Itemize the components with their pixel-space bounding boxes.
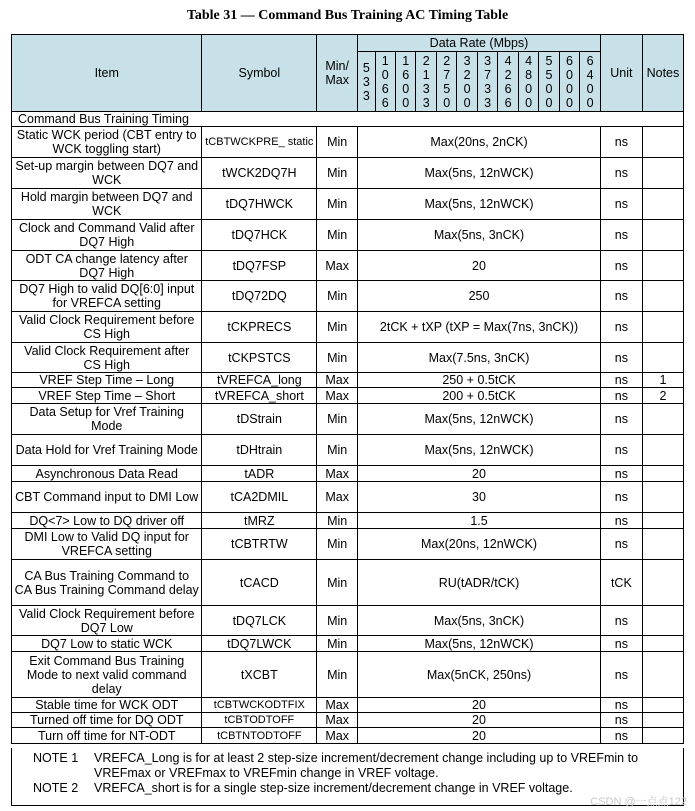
unit-cell: ns	[600, 189, 642, 220]
rate-digit: 0	[566, 67, 573, 82]
minmax-cell: Max	[317, 482, 358, 513]
table-row	[12, 220, 684, 251]
rate-digit: 3	[422, 81, 430, 96]
rate-digit: 5	[362, 60, 370, 75]
unit-cell: tCK	[600, 560, 642, 606]
unit-cell: ns	[600, 404, 642, 435]
rate-digit: 6	[504, 81, 512, 96]
symbol-cell: tCBTODTOFF	[202, 713, 317, 728]
rate-digit: 0	[525, 81, 533, 96]
symbol-cell: tCA2DMIL	[202, 482, 317, 513]
item-cell: DQ7 High to valid DQ[6:0] input for VREFCA setting	[12, 281, 202, 312]
item-cell: Valid Clock Requirement before CS High	[12, 312, 202, 343]
minmax-cell: Min	[317, 281, 358, 312]
header-minmax: Min/ Max	[317, 35, 358, 112]
section-heading: Command Bus Training Timing	[12, 112, 684, 127]
symbol-cell: tDHtrain	[202, 435, 317, 466]
header-item: Item	[12, 35, 202, 112]
note-cell	[642, 728, 683, 744]
rate-digit: 0	[402, 95, 410, 110]
item-cell: Valid Clock Requirement before DQ7 Low	[12, 606, 202, 636]
minmax-cell: Min	[317, 220, 358, 251]
symbol-cell: tDQ7HWCK	[202, 189, 317, 220]
symbol-cell: tCBTWCKPRE_ static	[202, 127, 317, 158]
value-cell: Max(5ns, 12nWCK)	[358, 435, 601, 466]
data-rate-column-header	[539, 52, 559, 112]
item-cell: Clock and Command Valid after DQ7 High	[12, 220, 202, 251]
note-cell: 1	[642, 373, 683, 388]
table-row	[12, 713, 684, 728]
note-cell	[642, 312, 683, 343]
note-cell: 2	[642, 388, 683, 404]
data-rate-column-header	[498, 52, 518, 112]
rate-digit: 6	[504, 95, 512, 110]
symbol-cell: tWCK2DQ7H	[202, 158, 317, 189]
item-cell: Valid Clock Requirement after CS High	[12, 343, 202, 373]
minmax-cell: Max	[317, 728, 358, 744]
unit-cell: ns	[600, 529, 642, 560]
rate-digit: 1	[381, 53, 389, 68]
unit-cell: ns	[600, 343, 642, 373]
header-unit: Unit	[600, 35, 642, 112]
item-cell: VREF Step Time – Short	[12, 388, 202, 404]
unit-cell: ns	[600, 713, 642, 728]
value-cell: 20	[358, 251, 601, 281]
table-row	[12, 513, 684, 529]
table-row	[12, 388, 684, 404]
table-row	[12, 312, 684, 343]
value-cell: 30	[358, 482, 601, 513]
table-row	[12, 652, 684, 698]
value-cell: Max(5nCK, 250ns)	[358, 652, 601, 698]
value-cell: 250 + 0.5tCK	[358, 373, 601, 388]
table-row	[12, 435, 684, 466]
header-symbol: Symbol	[202, 35, 317, 112]
value-cell: Max(5ns, 3nCK)	[358, 220, 601, 251]
symbol-cell: tDStrain	[202, 404, 317, 435]
rate-digit: 4	[525, 53, 533, 68]
table-row	[12, 698, 684, 713]
minmax-cell: Max	[317, 466, 358, 482]
minmax-cell: Min	[317, 513, 358, 529]
rate-digit: 0	[463, 95, 471, 110]
symbol-cell: tDQ7FSP	[202, 251, 317, 281]
value-cell: Max(5ns, 12nWCK)	[358, 404, 601, 435]
note-cell	[642, 636, 683, 652]
data-rate-column-header	[559, 52, 579, 112]
unit-cell: ns	[600, 435, 642, 466]
rate-digit: 5	[545, 53, 553, 68]
minmax-cell: Max	[317, 388, 358, 404]
note-cell	[642, 158, 683, 189]
note-cell	[642, 713, 683, 728]
value-cell: Max(5ns, 12nWCK)	[358, 158, 601, 189]
unit-cell: ns	[600, 251, 642, 281]
rate-digit: 0	[545, 81, 553, 96]
note-cell	[642, 513, 683, 529]
value-cell: Max(5ns, 3nCK)	[358, 606, 601, 636]
symbol-cell: tDQ7HCK	[202, 220, 317, 251]
note-label: NOTE 2	[33, 781, 79, 795]
data-rate-column-header	[416, 52, 436, 112]
rate-digit: 0	[566, 95, 573, 110]
rate-digit: 2	[443, 53, 451, 68]
minmax-cell: Min	[317, 404, 358, 435]
data-rate-column-header	[375, 52, 395, 112]
note-text: VREFCA_short is for a single step-size increment/decrement change in VREF voltage.	[94, 781, 573, 795]
rate-digit: 4	[586, 67, 594, 82]
rate-digit: 0	[566, 81, 573, 96]
value-cell: 20	[358, 713, 601, 728]
timing-table	[11, 34, 684, 744]
rate-digit: 8	[525, 67, 533, 82]
notes-block	[11, 748, 684, 806]
unit-cell: ns	[600, 281, 642, 312]
note-2	[12, 781, 683, 796]
rate-digit: 3	[362, 88, 370, 103]
unit-cell: ns	[600, 698, 642, 713]
rate-digit: 6	[381, 81, 389, 96]
table-row	[12, 404, 684, 435]
rate-digit: 3	[484, 95, 492, 110]
header-notes: Notes	[642, 35, 683, 112]
item-cell: Static WCK period (CBT entry to WCK toggling start)	[12, 127, 202, 158]
rate-digit: 3	[463, 53, 471, 68]
note-cell	[642, 435, 683, 466]
value-cell: 250	[358, 281, 601, 312]
note-cell	[642, 343, 683, 373]
symbol-cell: tDQ7LWCK	[202, 636, 317, 652]
table-row	[12, 466, 684, 482]
item-cell: VREF Step Time – Long	[12, 373, 202, 388]
rate-digit: 6	[402, 67, 410, 82]
value-cell: Max(7.5ns, 3nCK)	[358, 343, 601, 373]
data-rate-column-header	[436, 52, 456, 112]
note-cell	[642, 698, 683, 713]
value-cell: Max(5ns, 12nWCK)	[358, 189, 601, 220]
minmax-cell: Min	[317, 127, 358, 158]
rate-digit: 1	[402, 53, 410, 68]
watermark: CSDN @一点点122	[590, 796, 687, 808]
table-row	[12, 158, 684, 189]
note-cell	[642, 560, 683, 606]
note-cell	[642, 220, 683, 251]
rate-digit: 1	[422, 67, 430, 82]
note-cell	[642, 251, 683, 281]
minmax-cell: Min	[317, 343, 358, 373]
value-cell: 2tCK + tXP (tXP = Max(7ns, 3nCK))	[358, 312, 601, 343]
unit-cell: ns	[600, 513, 642, 529]
symbol-cell: tCACD	[202, 560, 317, 606]
note-cell	[642, 606, 683, 636]
note-1	[12, 751, 683, 781]
value-cell: Max(20ns, 2nCK)	[358, 127, 601, 158]
value-cell: Max(20ns, 12nWCK)	[358, 529, 601, 560]
symbol-cell: tCKPRECS	[202, 312, 317, 343]
rate-digit: 6	[381, 95, 389, 110]
minmax-cell: Max	[317, 713, 358, 728]
unit-cell: ns	[600, 466, 642, 482]
rate-digit: 7	[443, 67, 451, 82]
rate-digit: 3	[484, 53, 492, 68]
rate-digit: 5	[443, 81, 451, 96]
item-cell: Set-up margin between DQ7 and WCK	[12, 158, 202, 189]
unit-cell: ns	[600, 482, 642, 513]
symbol-cell: tVREFCA_short	[202, 388, 317, 404]
minmax-cell: Min	[317, 158, 358, 189]
rate-digit: 0	[402, 81, 410, 96]
table-row	[12, 482, 684, 513]
rate-digit: 0	[443, 95, 451, 110]
item-cell: Turn off time for NT-ODT	[12, 728, 202, 744]
rate-digit: 3	[362, 74, 370, 89]
rate-digit: 6	[566, 53, 573, 68]
rate-digit: 0	[463, 81, 471, 96]
unit-cell: ns	[600, 158, 642, 189]
unit-cell: ns	[600, 373, 642, 388]
minmax-cell: Max	[317, 373, 358, 388]
data-rate-column-header	[457, 52, 477, 112]
data-rate-column-header	[396, 52, 416, 112]
unit-cell: ns	[600, 220, 642, 251]
rate-digit: 0	[586, 81, 594, 96]
item-cell: CA Bus Training Command to CA Bus Training Command delay	[12, 560, 202, 606]
symbol-cell: tADR	[202, 466, 317, 482]
minmax-cell: Min	[317, 312, 358, 343]
unit-cell: ns	[600, 606, 642, 636]
rate-digit: 2	[504, 67, 512, 82]
table-row	[12, 560, 684, 606]
rate-digit: 4	[504, 53, 512, 68]
note-cell	[642, 281, 683, 312]
item-cell: Turned off time for DQ ODT	[12, 713, 202, 728]
minmax-cell: Min	[317, 435, 358, 466]
value-cell: 1.5	[358, 513, 601, 529]
table-row	[12, 529, 684, 560]
item-cell: CBT Command input to DMI Low	[12, 482, 202, 513]
value-cell: 20	[358, 698, 601, 713]
rate-digit: 0	[586, 95, 594, 110]
symbol-cell: tCBTRTW	[202, 529, 317, 560]
table-row	[12, 343, 684, 373]
symbol-cell: tDQ7LCK	[202, 606, 317, 636]
unit-cell: ns	[600, 312, 642, 343]
value-cell: 20	[358, 728, 601, 744]
table-row	[12, 636, 684, 652]
note-cell	[642, 127, 683, 158]
table-row	[12, 127, 684, 158]
rate-digit: 0	[381, 67, 389, 82]
symbol-cell: tCBTNTODTOFF	[202, 728, 317, 744]
minmax-cell: Min	[317, 652, 358, 698]
rate-digit: 2	[463, 67, 471, 82]
rate-digit: 0	[545, 95, 553, 110]
item-cell: DQ7 Low to static WCK	[12, 636, 202, 652]
table-title: Table 31 — Command Bus Training AC Timing Table	[186, 8, 509, 23]
item-cell: Stable time for WCK ODT	[12, 698, 202, 713]
minmax-cell: Min	[317, 560, 358, 606]
rate-digit: 3	[484, 81, 492, 96]
minmax-cell: Min	[317, 606, 358, 636]
table-row	[12, 606, 684, 636]
rate-digit: 3	[422, 95, 430, 110]
item-cell: Asynchronous Data Read	[12, 466, 202, 482]
unit-cell: ns	[600, 728, 642, 744]
item-cell: Data Setup for Vref Training Mode	[12, 404, 202, 435]
item-cell: DMI Low to Valid DQ input for VREFCA setting	[12, 529, 202, 560]
item-cell: ODT CA change latency after DQ7 High	[12, 251, 202, 281]
symbol-cell: tCKPSTCS	[202, 343, 317, 373]
data-rate-column-header	[580, 52, 601, 112]
note-text: VREFCA_Long is for at least 2 step-size increment/decrement change including up to VREFmin to VREFmax or VREFmax to VREFmin change in VREF voltage.	[94, 751, 639, 780]
data-rate-column-header	[358, 52, 375, 112]
symbol-cell: tMRZ	[202, 513, 317, 529]
value-cell: 200 + 0.5tCK	[358, 388, 601, 404]
item-cell: Hold margin between DQ7 and WCK	[12, 189, 202, 220]
rate-digit: 5	[545, 67, 553, 82]
note-label: NOTE 1	[33, 751, 79, 765]
value-cell: 20	[358, 466, 601, 482]
note-cell	[642, 652, 683, 698]
symbol-cell: tCBTWCKODTFIX	[202, 698, 317, 713]
rate-digit: 7	[484, 67, 492, 82]
symbol-cell: tDQ72DQ	[202, 281, 317, 312]
minmax-cell: Min	[317, 189, 358, 220]
data-rate-column-header	[518, 52, 538, 112]
header-data-rate: Data Rate (Mbps)	[358, 35, 601, 52]
data-rate-column-header	[477, 52, 497, 112]
minmax-cell: Min	[317, 636, 358, 652]
unit-cell: ns	[600, 636, 642, 652]
minmax-cell: Max	[317, 251, 358, 281]
value-cell: Max(5ns, 12nWCK)	[358, 636, 601, 652]
note-cell	[642, 404, 683, 435]
rate-digit: 0	[525, 95, 533, 110]
note-cell	[642, 529, 683, 560]
unit-cell: ns	[600, 388, 642, 404]
note-cell	[642, 189, 683, 220]
item-cell: Exit Command Bus Training Mode to next valid command delay	[12, 652, 202, 698]
rate-digit: 6	[586, 53, 594, 68]
table-row	[12, 728, 684, 744]
table-row	[12, 373, 684, 388]
symbol-cell: tXCBT	[202, 652, 317, 698]
note-cell	[642, 466, 683, 482]
minmax-cell: Max	[317, 698, 358, 713]
item-cell: Data Hold for Vref Training Mode	[12, 435, 202, 466]
table-row	[12, 281, 684, 312]
unit-cell: ns	[600, 127, 642, 158]
table-row	[12, 251, 684, 281]
value-cell: RU(tADR/tCK)	[358, 560, 601, 606]
unit-cell: ns	[600, 652, 642, 698]
note-cell	[642, 482, 683, 513]
symbol-cell: tVREFCA_long	[202, 373, 317, 388]
item-cell: DQ<7> Low to DQ driver off	[12, 513, 202, 529]
table-row	[12, 189, 684, 220]
minmax-cell: Min	[317, 529, 358, 560]
rate-digit: 2	[422, 53, 430, 68]
